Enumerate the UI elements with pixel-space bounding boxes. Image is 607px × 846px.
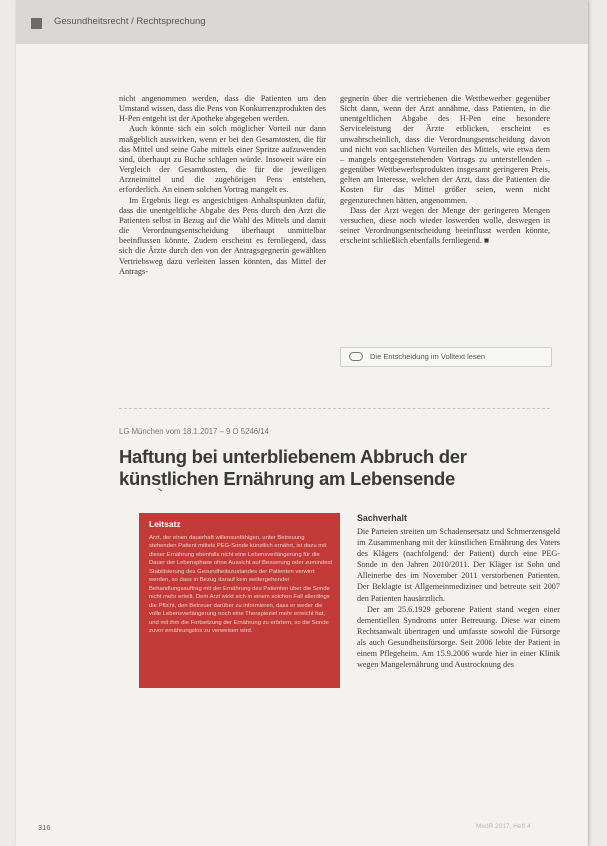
section-marker-icon [31,18,42,29]
paragraph: Der am 25.6.1929 geborene Patient stand wegen einer dementiellen Syndroms unter Betreuung. Diese war einem Rechtsanwalt übertragen und umfasste sowohl die Fürsorge als auch Gesundheitsfürsorge. Seit 2006 lebte der Patient in einem Pflegeheim. Am 15.9.2006 wurde hier in einer Klinik wegen Mangelernährung und Austrocknung des [357,604,560,670]
paragraph: Auch könnte sich ein solch möglicher Vorteil nur dann maßgeblich auswirken, wenn er bei den Gesamtosten, die für das Mittel und seine Gabe mittels einer Spritze aufzuwenden sind, überhaupt zu Buche schlagen würde. Insoweit wäre ein Vergleich der Gesamtkosten, die für die jeweiligen Arzneimittel und die zugehörigen Pens entstehen, erforderlich. An einem solchen Vortrag mangelt es. [119,124,326,195]
paragraph: Im Ergebnis liegt es angesichtigen Anhaltspunkten dafür, dass die unentgeltliche Abgabe des Pens durch den Arzt die Patienten selbst in Bezug auf die Wahl des Mittels und damit die Verordnungsentscheidung überhaupt unmittelbar beeinflussen könnte. Zudem erscheint es fernliegend, dass sich die Ärzte durch den von der Antragsgegnerin gewählten Vertriebsweg dazu verleiten lassen könnten, das Mittel der Antrags- [119,195,326,276]
full-text-link[interactable] [340,347,552,367]
paragraph: Die Parteien streiten um Schadensersatz und Schmerzensgeld im Zusammenhang mit der künstlichen Ernährung des Vaters des Klägers (nachfolgend: der Patient) durch eine PEG-Sonde in den Jahren 2010/2011. Der Kläger ist Sohn und Alleinerbe des im November 2011 verstorbenen Patienten. Der Beklagte ist Allgemeinmediziner und betreute seit 2007 den Patienten hausärztlich. [357,527,560,603]
article-headline: Haftung bei unterbliebenem Abbruch der künstlichen Ernährung am Lebensende [119,446,467,489]
court-citation: LG München vom 18.1.2017 – 9 O 5246/14 [119,427,269,436]
paragraph: nicht angenommen werden, dass die Patienten um den Umstand wissen, dass die Pens von Konkurrenzprodukten des H-Pen entgeht ist der Apotheke abgegeben werden. [119,94,326,124]
paragraph: gegnerin über die vertriebenen die Wettbewerber gegenüber Sicht dann, wenn der Arzt annähme, dass Patienten, in die unentgeltlichen Abgabe des H-Pen eine besondere Serviceleistung der Ärzte erblicken, erscheint es unwahrscheinlich, dass die Verordnungsentscheidung davon und nicht von sachlichen Vorteilen des Mittels, wie etwa dem – mangels entgegenstehenden Vortrags zu unterstellenden – gegenüber Wettbewerbsprodukten insgesamt geringeren Preis, gelten am Interesse, welchen der Arzt, dass die Patienten die Kosten für das Mittel größer seien, wenn nicht gegenzurechnen hätten, angenommen. [340,94,550,205]
full-text-link-label: Die Entscheidung im Volltext lesen [370,352,486,361]
leitsatz-title: Leitsatz [149,519,181,529]
section-title: Gesundheitsrecht / Rechtsprechung [54,16,206,27]
leitsatz-text: Arzt, der einen dauerhaft willensunfähigen, unter Betreuung stehenden Patient mittels PEG-Sonde künstlich ernährt, ist dazu mit dieser Ernährung ebenfalls nicht eine Lebensverlängerung für die Dauer der Lebensphase ohne Aussicht auf Besserung oder zumindest Stabilisierung des Gesundheitszustandes der Patienten verwirrt werden, so dass in Bezug darauf kein weitergehender Behandlungsauftrag mit der Ernährung des Patienten über die Sonde nicht mehr erteilt. Dem Arzt wirkt sich in einem solchen Fall allerdings die Pflicht, den Betreuer darüber zu informieren, dass er weder die volle Lebensverlängerung noch eine Therapieziel mehr erreicht hat, und mit ihm die Fortsetzung der Ernährung zu erörtern, so die Sonde zuvor ernährungslos zu verweisen wird. [149,535,333,634]
journal-reference: MedR 2017, Heft 4 [476,823,531,830]
section-header-bar [16,0,588,44]
article-divider [119,408,550,409]
leitsatz-box [139,513,340,688]
link-icon [349,352,363,361]
sachverhalt-heading: Sachverhalt [357,513,407,523]
page-number: 316 [38,823,51,832]
article-continuation-left-column [119,94,326,277]
paragraph: Dass der Arzt wegen der Menge der geringeren Mengen versuchen, diese noch wieder loswerden wolle, deswegen in seiner Verordnungsentscheidung beeinflusst werden könnte, erscheint schließlich ebenfalls fernliegend. ■ [340,205,550,246]
sachverhalt-column [357,526,560,670]
article-continuation-right-column [340,94,550,246]
